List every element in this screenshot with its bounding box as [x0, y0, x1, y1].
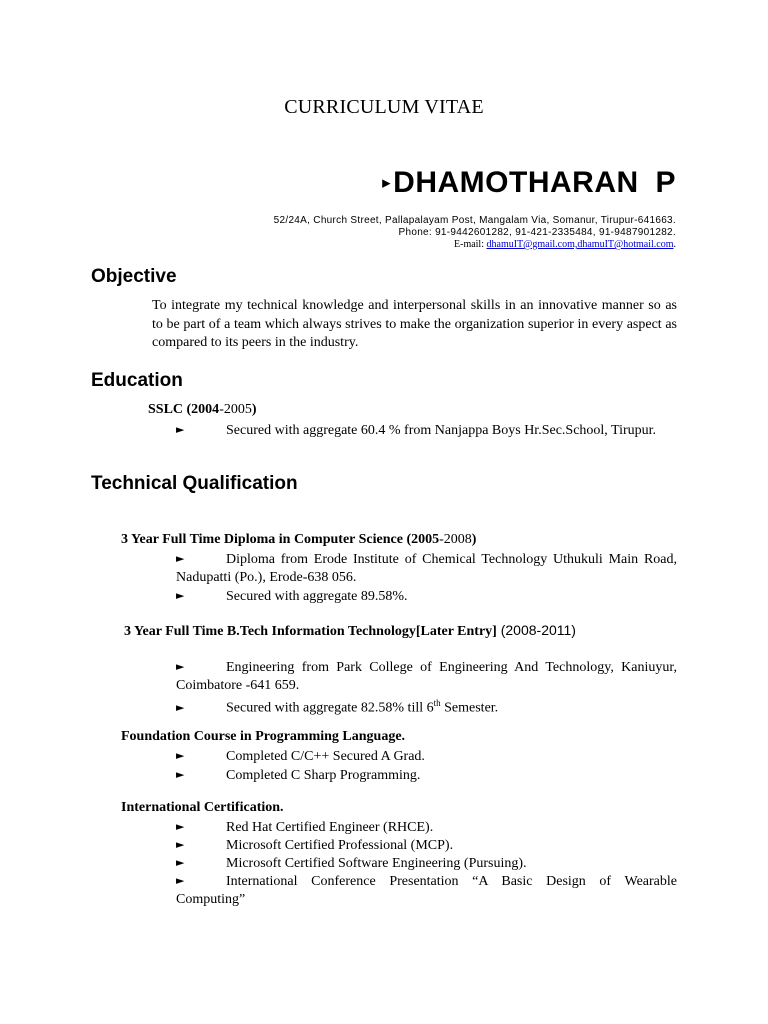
- objective-heading: Objective: [91, 266, 177, 287]
- address-line: 52/24A, Church Street, Pallapalayam Post, Mangalam Via, Somanur, Tirupur-641663.: [273, 215, 676, 226]
- bullet-text: Secured with aggregate 60.4 % from Nanjappa Boys Hr.Sec.School, Tirupur.: [226, 423, 657, 438]
- bullet-text: Microsoft Certified Professional (MCP).: [226, 838, 454, 853]
- sslc-title-close: ): [251, 402, 257, 417]
- bullet-arrow-icon: ►: [176, 552, 185, 565]
- bullet-text: Diploma from Erode Institute of Chemical Technology Uthukuli Main Road, Nadupatti (Po.), Erode-638 056.: [176, 552, 677, 585]
- bullet-text: Engineering from Park College of Engineering And Technology, Kaniuyur, Coimbatore -641 659.: [176, 660, 677, 693]
- bullet-arrow-icon: ►: [176, 856, 185, 869]
- bullet-arrow-icon: ►: [176, 874, 185, 887]
- foundation-course-title: Foundation Course in Programming Language.: [121, 729, 406, 744]
- name-marker-icon: ▸: [382, 173, 392, 192]
- list-item: [176, 836, 677, 855]
- list-item: [176, 421, 677, 440]
- bullet-arrow-icon: ►: [176, 589, 185, 602]
- bullet-text: Secured with aggregate 82.58% till 6: [226, 700, 434, 716]
- bullet-text: Microsoft Certified Software Engineering (Pursuing).: [226, 856, 527, 871]
- bullet-text: Completed C/C++ Secured A Grad.: [226, 749, 425, 764]
- diploma-title-bold: 3 Year Full Time Diploma in Computer Science (2005: [121, 532, 440, 547]
- sslc-title-year: -2005: [219, 402, 252, 417]
- bullet-text: International Conference Presentation “A Basic Design of Wearable Computing”: [176, 874, 677, 907]
- bullet-arrow-icon: ►: [176, 700, 185, 714]
- bullet-arrow-icon: ►: [176, 749, 185, 762]
- sslc-title-bold: SSLC (2004: [148, 402, 220, 417]
- email-link[interactable]: dhamuIT@gmail.com,dhamuIT@hotmail.com: [486, 239, 674, 250]
- diploma-title: [121, 532, 476, 548]
- bullet-arrow-icon: ►: [176, 820, 185, 833]
- bullet-text: Secured with aggregate 89.58%.: [226, 589, 408, 604]
- bullet-arrow-icon: ►: [176, 768, 185, 781]
- btech-title-years: (2008-2011): [496, 622, 576, 638]
- bullet-text-end: Semester.: [440, 700, 499, 716]
- name-text: DHAMOTHARAN P: [393, 166, 676, 199]
- btech-title-bold: 3 Year Full Time B.Tech Information Technology[Later Entry]: [124, 624, 497, 639]
- list-item: [176, 854, 677, 873]
- email-end: .: [673, 239, 676, 250]
- document-title: CURRICULUM VITAE: [284, 96, 484, 118]
- list-item: [176, 550, 677, 587]
- diploma-title-year: -2008: [439, 532, 472, 547]
- objective-text: To integrate my technical knowledge and interpersonal skills in an innovative manner so as to be part of a team which always strives to make the organization superior in every aspect as compared to its peers in the industry.: [152, 298, 677, 350]
- bullet-superscript: th: [433, 698, 441, 708]
- candidate-name: [382, 166, 676, 200]
- bullet-text: Completed C Sharp Programming.: [226, 768, 421, 783]
- bullet-arrow-icon: ►: [176, 423, 185, 436]
- phone-line: Phone: 91-9442601282, 91-421-2335484, 91-9487901282.: [398, 227, 676, 238]
- bullet-arrow-icon: ►: [176, 838, 185, 851]
- email-label: E-mail:: [454, 239, 487, 250]
- bullet-text: Red Hat Certified Engineer (RHCE).: [226, 820, 434, 835]
- list-item: [176, 587, 677, 606]
- list-item: [176, 658, 677, 695]
- list-item: [176, 694, 677, 718]
- btech-title: [124, 622, 576, 640]
- technical-qualification-heading: Technical Qualification: [91, 473, 298, 494]
- international-certification-title: International Certification.: [121, 800, 284, 815]
- diploma-title-close: ): [471, 532, 477, 547]
- email-line: [454, 239, 676, 250]
- list-item: [176, 818, 677, 837]
- list-item: [176, 872, 677, 909]
- sslc-title: [148, 402, 257, 418]
- list-item: [176, 766, 677, 785]
- education-heading: Education: [91, 370, 183, 391]
- bullet-arrow-icon: ►: [176, 660, 185, 673]
- list-item: [176, 747, 677, 766]
